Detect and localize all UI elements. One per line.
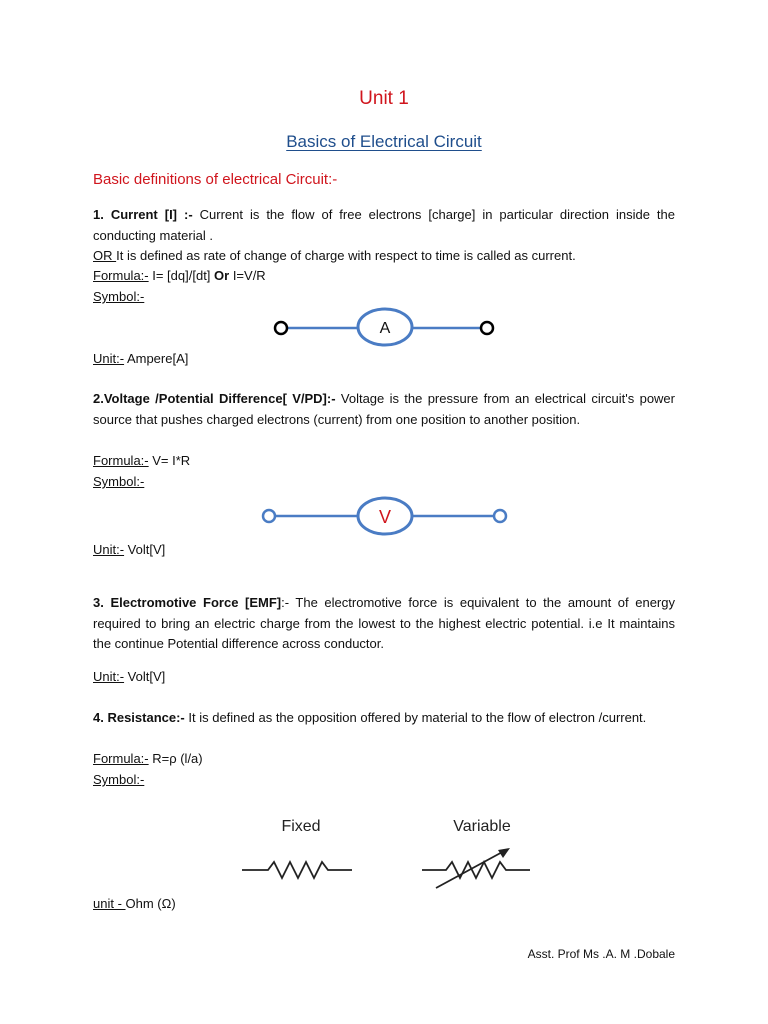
- emf-text: :- The electromotive force is equivalent to the amount of energy required to bring an electric charge from the lowest to the highest electric potential. i.e It maintains the continue Potential difference across conductor.: [93, 595, 675, 651]
- document-title: [0, 132, 768, 152]
- current-formula-alt: I=V/R: [229, 268, 266, 283]
- voltage-formula-line: [93, 451, 190, 471]
- voltage-definition: [93, 389, 675, 430]
- current-symbol-line: [93, 287, 144, 307]
- current-unit-value: Ampere[A]: [124, 351, 189, 366]
- unit-title: Unit 1: [359, 88, 409, 109]
- voltage-heading: 2.Voltage /Potential Difference[ V/PD]:-: [93, 391, 336, 406]
- current-heading: 1. Current [I] :-: [93, 207, 193, 222]
- voltage-symbol-line: [93, 472, 144, 492]
- unit-label: Unit:-: [93, 351, 125, 366]
- document-title-text: Basics of Electrical Circuit: [286, 132, 482, 151]
- emf-heading: 3. Electromotive Force [EMF]: [93, 595, 282, 610]
- emf-unit-value: Volt[V]: [124, 669, 166, 684]
- footer-author: Asst. Prof Ms .A. M .Dobale: [527, 947, 675, 961]
- resistance-text: It is defined as the opposition offered by material to the flow of electron /current.: [184, 710, 647, 725]
- current-or-text: It is defined as rate of change of charge with respect to time is called as current.: [116, 248, 576, 263]
- voltage-text: Voltage is the pressure from an electrical circuit's power source that pushes charged electrons (current) from one position to another position.: [93, 391, 675, 427]
- unit-label: Unit:-: [93, 669, 125, 684]
- ammeter-letter: A: [379, 320, 391, 337]
- symbol-label: Symbol:-: [93, 474, 145, 489]
- unit-label: Unit:-: [93, 542, 125, 557]
- variable-label: Variable: [453, 818, 511, 835]
- section-heading: Basic definitions of electrical Circuit:-: [93, 171, 338, 188]
- resistance-unit-line: [93, 894, 176, 914]
- formula-label: Formula:-: [93, 453, 149, 468]
- symbol-label: Symbol:-: [93, 289, 145, 304]
- formula-or: Or: [214, 268, 230, 283]
- emf-unit-line: [93, 667, 165, 687]
- voltmeter-symbol: [256, 494, 514, 540]
- current-definition: [93, 205, 675, 246]
- resistance-unit-value: Ohm (Ω): [125, 896, 176, 911]
- fixed-label: Fixed: [281, 818, 321, 835]
- or-label: OR: [93, 248, 117, 263]
- resistance-heading: 4. Resistance:-: [93, 710, 185, 725]
- resistor-symbols: [236, 808, 536, 892]
- voltage-formula: V= I*R: [148, 453, 191, 468]
- ammeter-symbol: [270, 306, 500, 350]
- variable-resistor-icon: [422, 848, 530, 888]
- current-or-line: [93, 246, 576, 266]
- resistance-formula-line: [93, 749, 203, 769]
- unit-label: unit -: [93, 896, 126, 911]
- symbol-label: Symbol:-: [93, 772, 145, 787]
- resistance-definition: [93, 708, 675, 729]
- current-formula: I= [dq]/[dt]: [148, 268, 215, 283]
- fixed-resistor-icon: [242, 862, 352, 878]
- resistance-formula: R=ρ (l/a): [148, 751, 203, 766]
- formula-label: Formula:-: [93, 268, 149, 283]
- current-formula-line: [93, 266, 266, 286]
- voltmeter-letter: V: [378, 507, 392, 527]
- formula-label: Formula:-: [93, 751, 149, 766]
- emf-definition: [93, 593, 675, 655]
- current-unit-line: [93, 349, 188, 369]
- resistance-symbol-line: [93, 770, 144, 790]
- current-text: Current is the flow of free electrons [charge] in particular direction inside the conducting material .: [93, 207, 675, 243]
- voltage-unit-value: Volt[V]: [124, 542, 166, 557]
- voltage-unit-line: [93, 540, 165, 560]
